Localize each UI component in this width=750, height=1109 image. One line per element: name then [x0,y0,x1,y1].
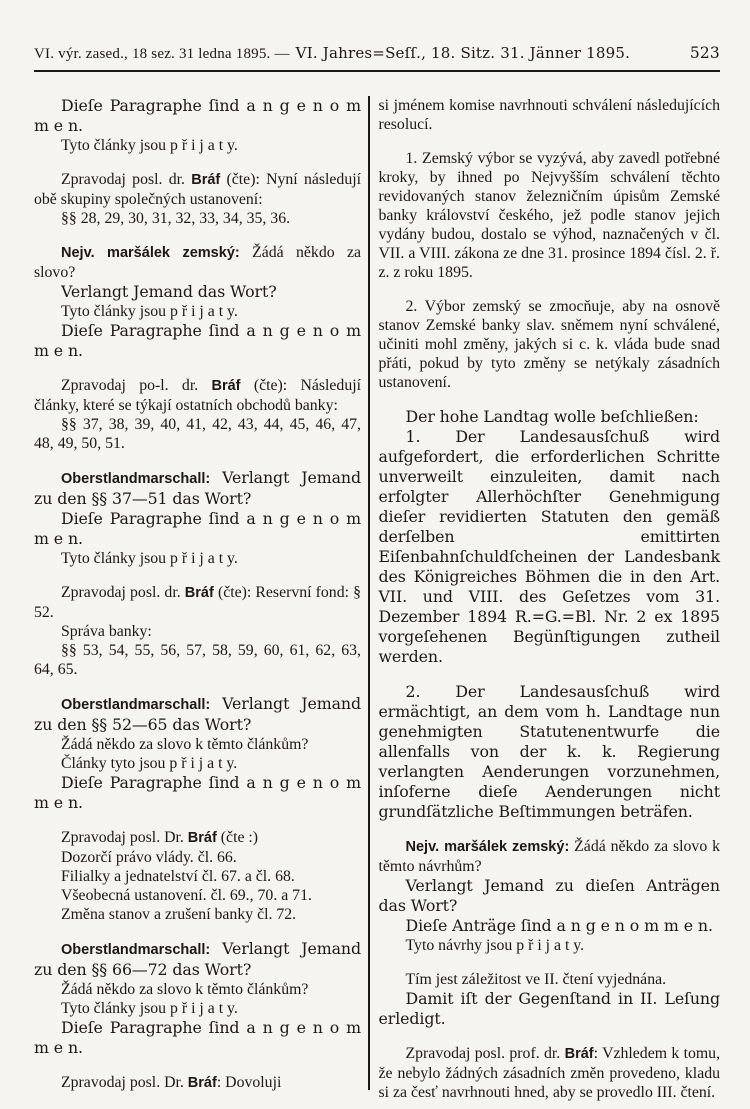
header-german-session-label: VI. Jahres=Seſſ., 18. Sitz. 31. Jänner 1895. [295,44,631,62]
paragraph [34,939,361,980]
czech-text: : Vzhledem k tomu, že nebylo žádných zásadních změn provedeno, kladu si za česť navrhnouti hned, aby se provedlo III. čtení. [378,1045,721,1101]
czech-text: Změna stanov a zrušení banky čl. 72. [61,906,297,923]
speaker-name: Oberstlandmarschall: [61,697,211,713]
paragraph [34,243,361,282]
paragraph [379,297,721,392]
german-fraktur-text: Verlangt Jemand zu den §§ 66—72 das Wort? [34,939,361,979]
paragraph [379,1044,721,1102]
speaker-name: Oberstlandmarschall: [61,942,211,958]
paragraph [34,583,361,622]
czech-text: Filialky a jednatelství čl. 67. a čl. 68. [61,868,295,885]
paragraph [379,837,721,876]
german-fraktur-text: Dieſe Paragraphe ſind a n g e n o m m e n. [34,1018,361,1057]
czech-text: Tyto články jsou p ř i j a t y. [61,550,238,567]
czech-text: Zpravodaj po-l. dr. [61,377,212,394]
speaker-name: Bráf [187,830,217,846]
czech-text: Žádá někdo za slovo k těmto návrhům? [378,838,720,875]
czech-text: Správa banky: [61,623,152,640]
czech-text: Zpravodaj posl. Dr. [61,829,188,846]
speaker-name: Bráf [211,378,241,394]
paragraph [34,886,361,905]
paragraph [34,468,361,509]
paragraph [34,302,361,321]
paragraph [379,407,721,427]
two-column-text-body [34,96,720,1106]
paragraph [34,980,361,999]
czech-text: Tím jest záležitost ve II. čtení vyjednána. [405,971,667,988]
czech-text: : Dovoluji [216,1074,282,1091]
header-rule [34,70,720,72]
czech-text: Dozorčí právo vlády. čl. 66. [61,849,237,866]
paragraph [34,415,361,453]
czech-text: (čte): Následují články, které se týkají ostatních obchodů banky: [34,377,361,414]
paragraph [34,773,361,813]
czech-text: §§ 53, 54, 55, 56, 57, 58, 59, 60, 61, 62, 63, 64, 65. [34,642,361,678]
paragraph [379,876,721,916]
paragraph [34,96,361,136]
german-fraktur-text: Damit iſt der Gegenſtand in II. Leſung erledigt. [378,989,720,1028]
german-fraktur-text: Dieſe Paragraphe ſind a n g e n o m m e n. [34,773,361,812]
paragraph [34,376,361,415]
czech-text: Zpravodaj posl. prof. dr. [405,1045,565,1062]
right-column [370,96,721,1106]
paragraph [34,321,361,361]
czech-text: Tyto články jsou p ř i j a t y. [61,1000,238,1017]
czech-text: si jménem komise navrhnouti schválení následujících resolucí. [378,97,720,133]
czech-text: Tyto články jsou p ř i j a t y. [61,303,238,320]
paragraph [34,622,361,641]
czech-text: Žádá někdo za slovo k těmto článkům? [61,736,309,753]
page-number: 523 [689,44,720,62]
paragraph [379,916,721,936]
german-fraktur-text: Dieſe Paragraphe ſind a n g e n o m m e n. [34,96,361,135]
czech-text: §§ 37, 38, 39, 40, 41, 42, 43, 44, 45, 46, 47, 48, 49, 50, 51. [34,416,361,452]
left-column [34,96,368,1106]
paragraph [34,549,361,568]
czech-text: Všeobecná ustanovení. čl. 69., 70. a 71. [61,887,312,904]
czech-text: Žádá někdo za slovo? [34,244,361,281]
speaker-name: Nejv. maršálek zemský: [61,245,240,261]
paragraph [379,149,721,282]
paragraph [379,970,721,989]
speaker-name: Bráf [564,1046,594,1062]
german-fraktur-text: Dieſe Paragraphe ſind a n g e n o m m e n. [34,321,361,360]
paragraph [34,1018,361,1058]
paragraph [379,989,721,1029]
german-fraktur-text: Dieſe Paragraphe ſind a n g e n o m m e n. [34,509,361,548]
czech-text: 1. Zemský výbor se vyzývá, aby zavedl potřebné kroky, by ihned po Nejvyšším schválení těchto revidovaných stanov železničním úpisům Zemské banky království českého, jež podle stanov jejich vydány budou, dostalo se výhod, naznačených v čl. VII. a VIII. zákona ze dne 31. prosince 1894 čísl. 2. ř. z. z roku 1895. [378,150,720,281]
czech-text: Zpravodaj posl. Dr. [61,1074,188,1091]
german-fraktur-text: Dieſe Anträge ſind a n g e n o m m e n. [405,916,713,935]
czech-text: Žádá někdo za slovo k těmto článkům? [61,981,309,998]
paragraph [34,735,361,754]
speaker-name: Bráf [191,172,221,188]
paragraph [379,682,721,822]
czech-text: (čte): Reservní fond: § 52. [34,584,361,621]
czech-text: §§ 28, 29, 30, 31, 32, 33, 34, 35, 36. [61,210,291,227]
paragraph [34,509,361,549]
paragraph [34,694,361,735]
czech-text: Tyto články jsou p ř i j a t y. [61,137,238,154]
paragraph [34,848,361,867]
paragraph [34,209,361,228]
czech-text: Články tyto jsou p ř i j a t y. [61,755,238,772]
speaker-name: Oberstlandmarschall: [61,471,211,487]
paragraph [34,905,361,924]
czech-text: 2. Výbor zemský se zmocňuje, aby na osnově stanov Zemské banky slav. sněmem nyní schválené, učiniti mohl změny, jakých si c. k. vláda bude snad přáti, pokud by tyto změny se netýkaly zásadních ustanovení. [378,298,720,391]
speaker-name: Bráf [187,1075,217,1091]
paragraph [34,754,361,773]
paragraph [34,170,361,209]
czech-text: (čte): Nyní následují obě skupiny společných ustanovení: [34,171,361,208]
paragraph [34,867,361,886]
german-fraktur-text: Der hohe Landtag wolle beſchließen: [405,407,699,426]
german-fraktur-text: Verlangt Jemand zu den §§ 52—65 das Wort? [34,694,361,734]
speaker-name: Bráf [184,585,214,601]
paragraph [34,282,361,302]
paragraph [34,999,361,1018]
german-fraktur-text: 2. Der Landesausſchuß wird ermächtigt, an dem vom h. Landtage nun genehmigten Statutenentwurfe die allenfalls von der k. k. Regierung verlangten Aenderungen vorzunehmen, inſoferne dieſe Aenderungen nicht grundſätzliche Beſtimmungen beträfen. [378,682,720,821]
paragraph [34,1073,361,1093]
czech-text: Zpravodaj posl. dr. [61,171,192,188]
paragraph [379,427,721,667]
czech-text: Tyto návrhy jsou p ř i j a t y. [405,937,585,954]
german-fraktur-text: Verlangt Jemand zu den §§ 37—51 das Wort? [34,468,361,508]
paragraph [34,828,361,848]
header-czech-session-label: VI. výr. zased., 18 sez. 31 ledna 1895. — [34,46,290,62]
czech-text: (čte :) [216,829,259,846]
german-fraktur-text: Verlangt Jemand das Wort? [61,282,277,301]
paragraph [379,96,721,134]
speaker-name: Nejv. maršálek zemský: [405,839,570,855]
czech-text: Zpravodaj posl. dr. [61,584,185,601]
paragraph [34,641,361,679]
paragraph [379,936,721,955]
german-fraktur-text: 1. Der Landesausſchuß wird aufgefordert, die erforderlichen Schritte unverweilt einzuleiten, damit nach erfolgter Allerhöchſter Genehmigung dieſer revidierten Statuten den gemäß derſelben emittirten Eiſenbahnſchuldſcheinen der Landesbank des Königreiches Böhmen die in den Art. VII. und VIII. des Geſetzes vom 31. Dezember 1894 R.=G.=Bl. Nr. 2 ex 1895 vorgeſehenen Begünſtigungen zutheil werden. [378,427,720,666]
german-fraktur-text: Verlangt Jemand zu dieſen Anträgen das Wort? [378,876,720,915]
paragraph [34,136,361,155]
page-header [34,44,720,63]
